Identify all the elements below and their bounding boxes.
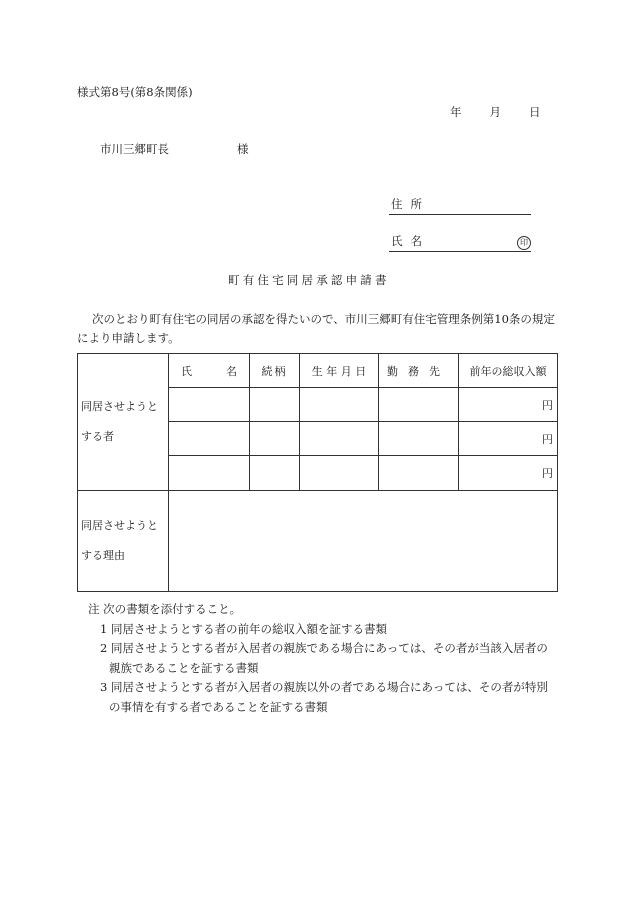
note-item-3: 3 同居させようとする者が入居者の親族以外の者である場合にあっては、その者が特別の事情を有する者であることを証する書類 (100, 680, 548, 714)
form-number: 様式第8号(第8条関係) (77, 85, 193, 99)
name-cell[interactable] (169, 456, 250, 490)
relation-cell[interactable] (250, 388, 300, 422)
date-line (450, 104, 541, 120)
date-year: 年 (450, 105, 462, 119)
application-table (77, 353, 558, 592)
income-cell[interactable]: 円 (459, 456, 558, 490)
header-name (169, 354, 250, 388)
header-relation: 続柄 (250, 354, 300, 388)
workplace-cell[interactable] (379, 422, 459, 456)
header-income: 前年の総収入額 (459, 354, 558, 388)
name-cell[interactable] (169, 422, 250, 456)
header-name-2: 名 (226, 364, 237, 378)
income-cell[interactable]: 円 (459, 422, 558, 456)
name-cell[interactable] (169, 388, 250, 422)
addressee-name: 市川三郷町長 (100, 142, 169, 156)
seal-icon: 印 (517, 236, 531, 250)
body-text (77, 310, 562, 348)
reason-cell[interactable] (169, 490, 558, 591)
notes-heading: 注 次の書類を添付すること。 (88, 602, 242, 616)
name-field[interactable] (389, 233, 531, 252)
income-cell[interactable]: 円 (459, 388, 558, 422)
note-item-2: 2 同居させようとする者が入居者の親族である場合にあっては、その者が当該入居者の親族であることを証する書類 (100, 641, 548, 675)
relation-cell[interactable] (250, 456, 300, 490)
honorific: 様 (237, 142, 249, 156)
header-name-1: 氏 (181, 364, 192, 378)
relation-cell[interactable] (250, 422, 300, 456)
birthdate-cell[interactable] (300, 422, 379, 456)
date-day: 日 (529, 105, 541, 119)
date-month: 月 (489, 105, 501, 119)
birthdate-cell[interactable] (300, 456, 379, 490)
name-label: 氏名 (391, 234, 430, 248)
addressee (100, 141, 249, 157)
header-birthdate: 生 年 月 日 (300, 354, 379, 388)
body-paragraph: 次のとおり町有住宅の同居の承認を得たいので、市川三郷町有住宅管理条例第10条の規定により申請します。 (77, 312, 555, 345)
reason-row-label: 同居させようとする理由 (78, 490, 169, 591)
workplace-cell[interactable] (379, 388, 459, 422)
birthdate-cell[interactable] (300, 388, 379, 422)
header-workplace: 勤務先 (379, 354, 459, 388)
note-item-1: 1 同居させようとする者の前年の総収入額を証する書類 (100, 621, 387, 636)
notes (88, 600, 558, 717)
document-title: 町有住宅同居承認申請書 (228, 273, 390, 287)
address-label: 住所 (391, 197, 430, 211)
address-field[interactable] (389, 196, 531, 215)
workplace-cell[interactable] (379, 456, 459, 490)
persons-row-label: 同居させようとする者 (78, 354, 169, 491)
